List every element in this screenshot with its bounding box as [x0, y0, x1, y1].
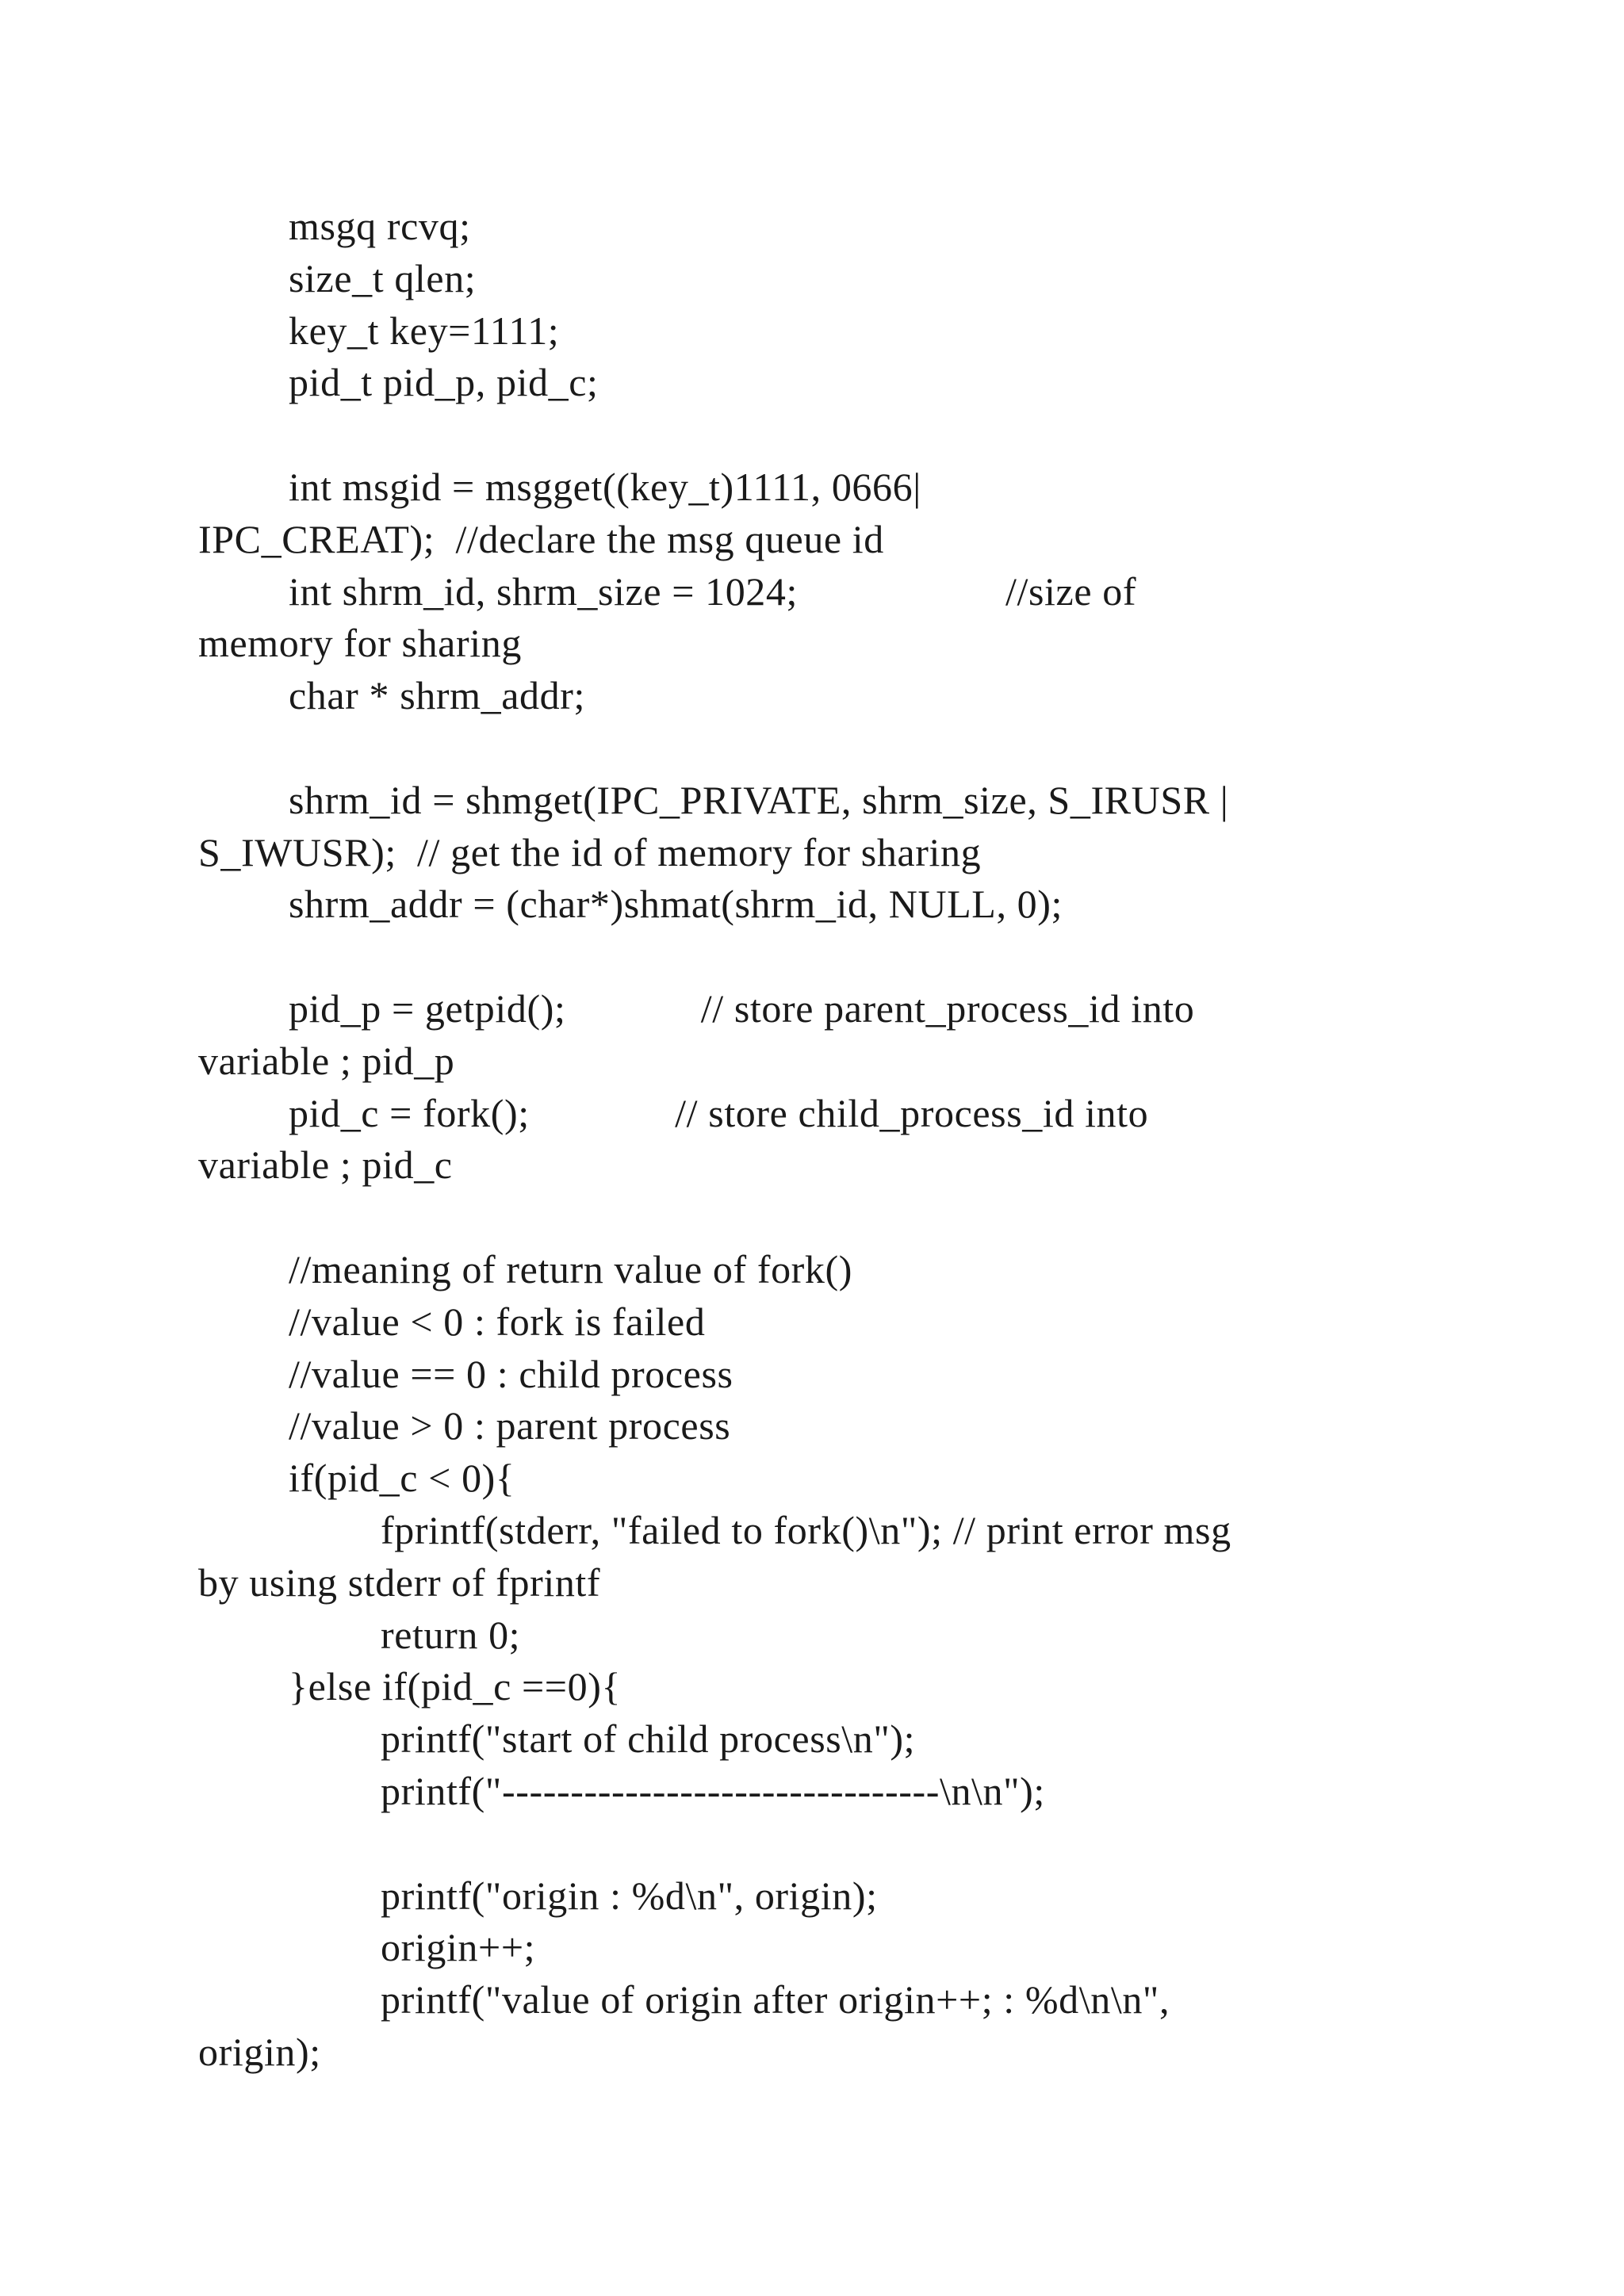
blank-line: [198, 1818, 1435, 1870]
text-line: origin++;: [381, 1925, 536, 1970]
text-line: shrm_id = shmget(IPC_PRIVATE, shrm_size, S_IRUSR |: [289, 777, 1229, 822]
text-line: printf("value of origin after origin++; : %d\n\n",: [381, 1977, 1170, 2022]
text-line: memory for sharing: [198, 621, 522, 666]
text-line: shrm_addr = (char*)shmat(shrm_id, NULL, 0);: [289, 882, 1063, 927]
text-line: }else if(pid_c ==0){: [289, 1664, 622, 1709]
text-line: key_t key=1111;: [289, 308, 560, 353]
text-line: int msgid = msgget((key_t)1111, 0666|: [289, 464, 921, 509]
text-line: by using stderr of fprintf: [198, 1559, 601, 1605]
blank-line: [198, 409, 1435, 461]
text-line: size_t qlen;: [289, 255, 477, 300]
text-line: pid_t pid_p, pid_c;: [289, 360, 599, 405]
text-line: origin);: [198, 2029, 321, 2074]
text-line: return 0;: [381, 1612, 521, 1657]
text-line: IPC_CREAT); //declare the msg queue id: [198, 516, 884, 561]
text-line: variable ; pid_p: [198, 1038, 455, 1083]
blank-line: [198, 1192, 1435, 1244]
text-line: //value == 0 : child process: [289, 1351, 733, 1396]
text-line: pid_p = getpid(); // store parent_process_id into: [289, 985, 1195, 1031]
text-line: printf("start of child process\n");: [381, 1716, 916, 1762]
text-line: //value < 0 : fork is failed: [289, 1299, 706, 1344]
text-line: char * shrm_addr;: [289, 673, 585, 718]
text-line: if(pid_c < 0){: [289, 1456, 515, 1501]
text-line: variable ; pid_c: [198, 1142, 453, 1188]
text-line: fprintf(stderr, "failed to fork()\n"); // print error msg: [381, 1507, 1231, 1552]
text-line: printf("--------------------------------\n\n");: [381, 1768, 1045, 1813]
code-text-block: [198, 201, 1435, 2079]
text-line: int shrm_id, shrm_size = 1024; //size of: [289, 568, 1137, 614]
blank-line: [198, 931, 1435, 983]
text-line: //value > 0 : parent process: [289, 1403, 731, 1448]
blank-line: [198, 722, 1435, 775]
text-line: S_IWUSR); // get the id of memory for sharing: [198, 829, 982, 874]
text-line: msgq rcvq;: [289, 204, 471, 248]
text-line: //meaning of return value of fork(): [289, 1246, 853, 1292]
text-line: pid_c = fork(); // store child_process_id into: [289, 1090, 1149, 1135]
text-line: printf("origin : %d\n", origin);: [381, 1873, 878, 1918]
